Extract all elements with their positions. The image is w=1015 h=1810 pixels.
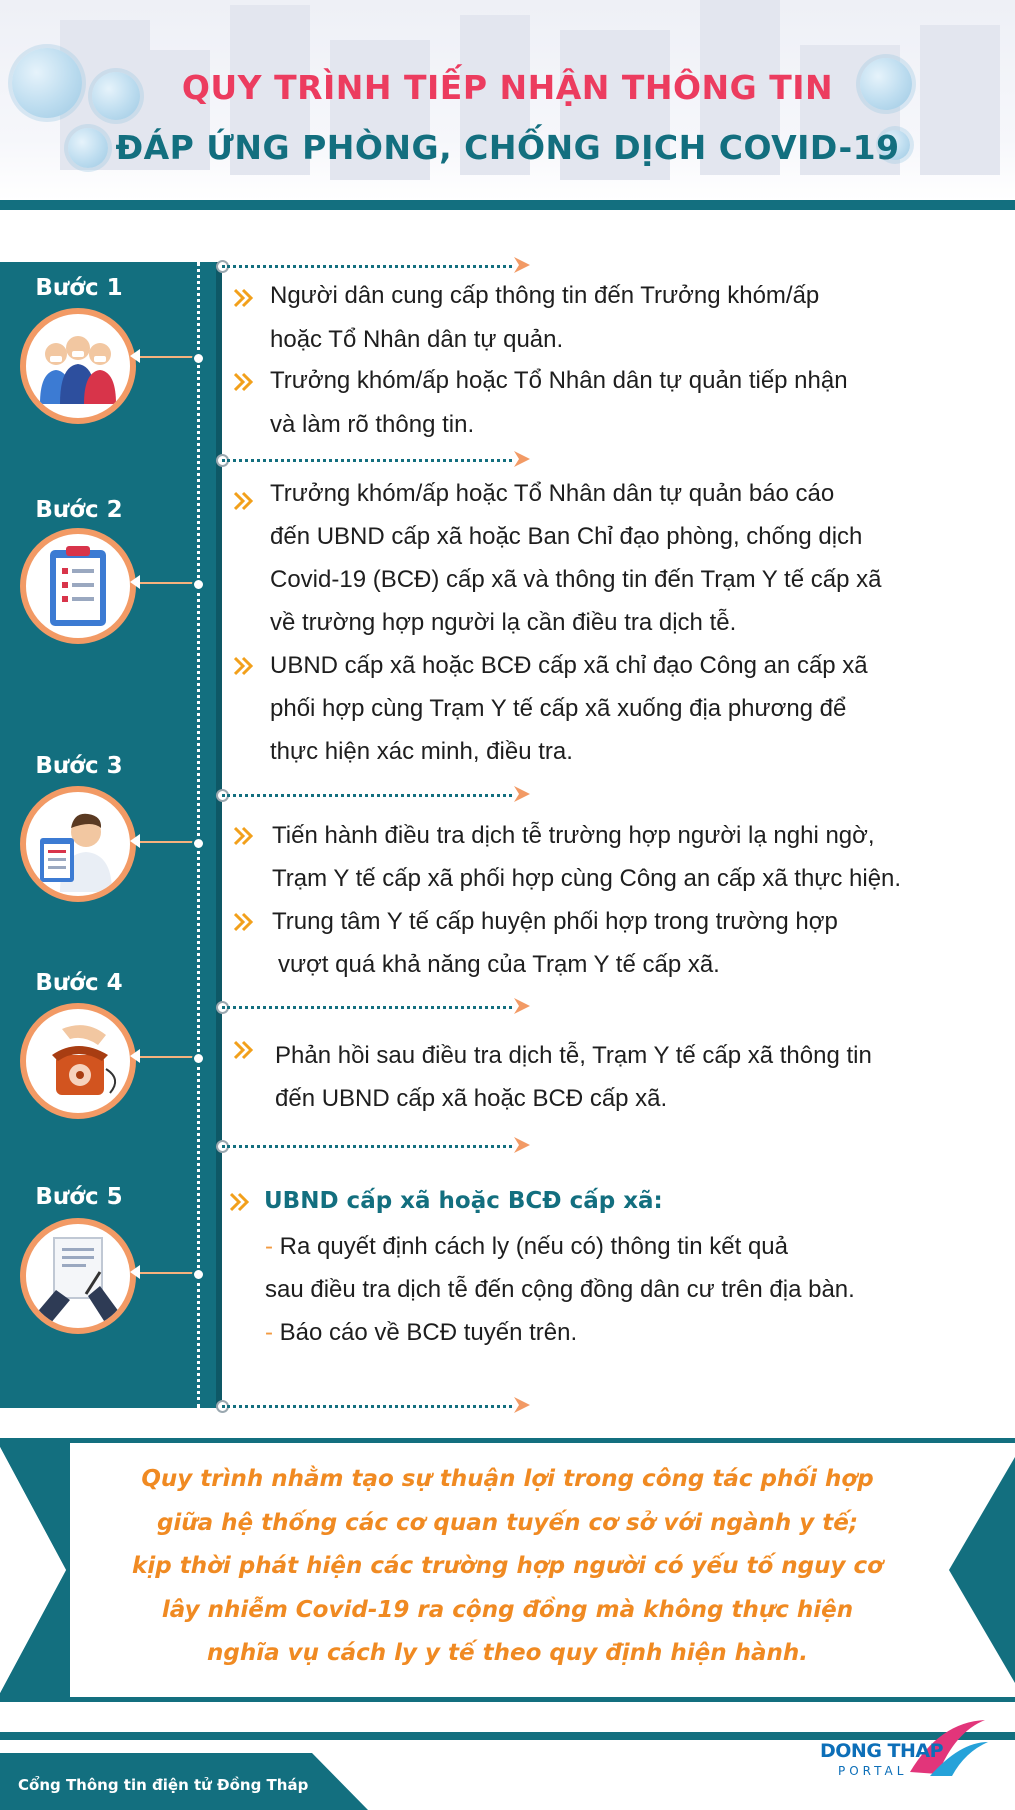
step-icon-circle xyxy=(20,786,136,902)
chevron-right-icon xyxy=(512,449,532,469)
step-label: Bước 1 xyxy=(35,275,123,301)
step-icon-circle xyxy=(20,528,136,644)
step-icon-circle xyxy=(20,308,136,424)
dash-bullet: - xyxy=(265,1319,273,1346)
portal-logo-text: DONG THAP xyxy=(820,1740,944,1762)
step-text-line: Trạm Y tế cấp xã phối hợp cùng Công an cấp xã thực hiện. xyxy=(272,865,902,892)
conclusion-line: nghĩa vụ cách ly y tế theo quy định hiện hành. xyxy=(207,1640,808,1666)
step-text-line xyxy=(265,1319,577,1347)
double-chevron-icon xyxy=(230,1192,250,1212)
step-connector xyxy=(136,841,198,843)
arrow-left-icon xyxy=(130,1049,140,1063)
timeline-node xyxy=(192,352,205,365)
step-text-line: vượt quá khả năng của Trạm Y tế cấp xã. xyxy=(278,951,720,978)
step-text-line: thực hiện xác minh, điều tra. xyxy=(270,738,573,765)
double-chevron-icon xyxy=(234,656,254,676)
banner-left-ribbon xyxy=(0,1443,70,1697)
arrow-left-icon xyxy=(130,834,140,848)
timeline-node xyxy=(192,1268,205,1281)
step-text-line: đến UBND cấp xã hoặc Ban Chỉ đạo phòng, chống dịch xyxy=(270,523,863,550)
conclusion-line: Quy trình nhằm tạo sự thuận lợi trong công tác phối hợp xyxy=(141,1466,874,1492)
footer-divider xyxy=(0,1732,1015,1740)
arrow-left-icon xyxy=(130,575,140,589)
double-chevron-icon xyxy=(234,288,254,308)
arrow-left-icon xyxy=(130,1265,140,1279)
banner-border-top xyxy=(0,1438,1015,1443)
document-signing-icon xyxy=(26,1224,130,1328)
page-title-line2: ĐÁP ỨNG PHÒNG, CHỐNG DỊCH COVID-19 xyxy=(115,128,900,167)
dotted-separator xyxy=(222,265,512,268)
dotted-separator xyxy=(222,1006,512,1009)
dotted-separator xyxy=(222,1145,512,1148)
step-text-line: Covid-19 (BCĐ) cấp xã và thông tin đến Trạm Y tế cấp xã xyxy=(270,566,882,593)
double-chevron-icon xyxy=(234,491,254,511)
step-text-line: Phản hồi sau điều tra dịch tễ, Trạm Y tế cấp xã thông tin xyxy=(275,1042,872,1069)
double-chevron-icon xyxy=(234,826,254,846)
double-chevron-icon xyxy=(234,1040,254,1060)
step-connector xyxy=(136,356,198,358)
step-connector xyxy=(136,1056,198,1058)
step-icon-circle xyxy=(20,1003,136,1119)
step-text-line: hoặc Tổ Nhân dân tự quản. xyxy=(270,326,564,353)
step-text-line: Trung tâm Y tế cấp huyện phối hợp trong trường hợp xyxy=(272,908,838,935)
header xyxy=(0,0,1015,210)
dotted-separator xyxy=(222,459,512,462)
step-label: Bước 4 xyxy=(35,970,123,996)
dotted-separator xyxy=(222,1405,512,1408)
step-label: Bước 2 xyxy=(35,497,123,523)
doctor-icon xyxy=(26,792,130,896)
step-text-line: Trưởng khóm/ấp hoặc Tổ Nhân dân tự quản báo cáo xyxy=(270,480,835,507)
step-text-line: đến UBND cấp xã hoặc BCĐ cấp xã. xyxy=(275,1085,668,1112)
footer-source: Cổng Thông tin điện tử Đồng Tháp xyxy=(18,1776,309,1794)
double-chevron-icon xyxy=(234,912,254,932)
telephone-icon xyxy=(26,1009,130,1113)
conclusion-line: lây nhiễm Covid-19 ra cộng đồng mà không thực hiện xyxy=(161,1597,854,1623)
chevron-right-icon xyxy=(512,996,532,1016)
conclusion-line: giữa hệ thống các cơ quan tuyến cơ sở với ngành y tế; xyxy=(156,1510,859,1536)
chevron-right-icon xyxy=(512,784,532,804)
clipboard-icon xyxy=(26,534,130,638)
step-text-line xyxy=(265,1233,788,1261)
dash-bullet: - xyxy=(265,1233,273,1260)
step-text-fragment: Báo cáo về BCĐ tuyến trên. xyxy=(279,1319,578,1346)
chevron-right-icon xyxy=(512,1135,532,1155)
timeline-node xyxy=(192,837,205,850)
double-chevron-icon xyxy=(234,372,254,392)
step-connector xyxy=(136,582,198,584)
banner-right-ribbon xyxy=(945,1443,1015,1697)
step-text-line: sau điều tra dịch tễ đến cộng đồng dân cư trên địa bàn. xyxy=(265,1276,855,1303)
header-divider xyxy=(0,200,1015,210)
timeline-node xyxy=(192,1052,205,1065)
step-text-line: phối hợp cùng Trạm Y tế cấp xã xuống địa phương để xyxy=(270,695,847,722)
chevron-right-icon xyxy=(512,1395,532,1415)
step-text-line: và làm rõ thông tin. xyxy=(270,411,475,438)
timeline-node xyxy=(192,578,205,591)
conclusion-line: kịp thời phát hiện các trường hợp người có yếu tố nguy cơ xyxy=(132,1553,883,1579)
portal-logo-subtext: PORTAL xyxy=(838,1764,908,1778)
step-text-line: Người dân cung cấp thông tin đến Trưởng khóm/ấp xyxy=(270,282,820,309)
step-connector xyxy=(136,1272,198,1274)
people-icon xyxy=(26,314,130,418)
step-text-line: Trưởng khóm/ấp hoặc Tổ Nhân dân tự quản tiếp nhận xyxy=(270,367,848,394)
timeline-dotted-line xyxy=(197,262,200,1408)
step-text-line: UBND cấp xã hoặc BCĐ cấp xã chỉ đạo Công an cấp xã xyxy=(270,652,868,679)
step-text-line: Tiến hành điều tra dịch tễ trường hợp người lạ nghi ngờ, xyxy=(272,822,875,849)
step-label: Bước 5 xyxy=(35,1184,123,1210)
banner-border-bottom xyxy=(0,1697,1015,1702)
dotted-separator xyxy=(222,794,512,797)
step-icon-circle xyxy=(20,1218,136,1334)
step5-heading: UBND cấp xã hoặc BCĐ cấp xã: xyxy=(264,1188,663,1214)
chevron-right-icon xyxy=(512,255,532,275)
step-text-line: về trường hợp người lạ cần điều tra dịch tễ. xyxy=(270,609,737,636)
step-label: Bước 3 xyxy=(35,753,123,779)
arrow-left-icon xyxy=(130,349,140,363)
page-title-line1: QUY TRÌNH TIẾP NHẬN THÔNG TIN xyxy=(181,68,834,107)
step-text-fragment: Ra quyết định cách ly (nếu có) thông tin kết quả xyxy=(279,1233,788,1260)
steps-column-edge xyxy=(216,262,222,1408)
